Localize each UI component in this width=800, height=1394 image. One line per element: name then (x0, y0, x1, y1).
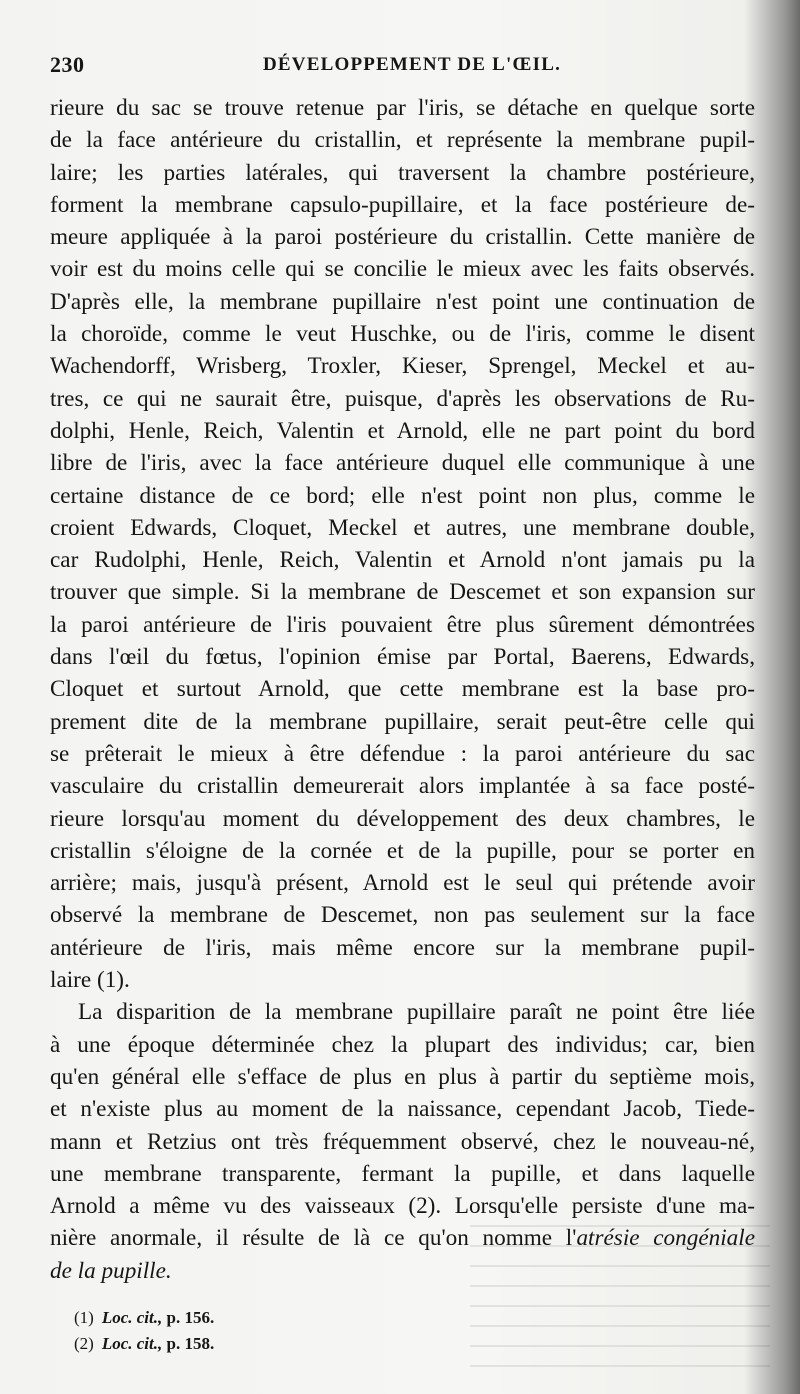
footnote-reference: Loc. cit., (101, 1308, 163, 1327)
italic-term: de la pupille. (50, 1257, 172, 1284)
text-line: mann et Retzius ont très fréquemment observé, chez le nouveau-né, (50, 1128, 755, 1155)
text-line: de la face antérieure du cristallin, et représente la membrane pupil- (50, 127, 755, 154)
text-line: prement dite de la membrane pupillaire, serait peut-être celle qui (50, 708, 755, 735)
text-line: Wachendorff, Wrisberg, Troxler, Kieser, Sprengel, Meckel et au- (50, 353, 755, 380)
text-line: qu'en général elle s'efface de plus en plus à partir du septième mois, (50, 1063, 755, 1090)
paragraph-1 (50, 92, 755, 996)
italic-term: atrésie congéniale (576, 1225, 755, 1252)
page-header (50, 52, 770, 86)
text-line: la choroïde, comme le veut Huschke, ou de l'iris, comme le disent (50, 321, 755, 348)
footnote-reference: Loc. cit., (101, 1334, 163, 1353)
text-line: observé la membrane de Descemet, non pas seulement sur la face (50, 902, 755, 929)
text-line: antérieure de l'iris, mais même encore sur la membrane pupil- (50, 934, 755, 961)
text-line: laire; les parties latérales, qui traversent la chambre postérieure, (50, 159, 755, 186)
page-number: 230 (50, 52, 85, 77)
text-line: dans l'œil du fœtus, l'opinion émise par Portal, Baerens, Edwards, (50, 644, 755, 671)
text-line: se prêterait le mieux à être défendue : la paroi antérieure du sac (50, 740, 755, 767)
text-line: à une époque déterminée chez la plupart des individus; car, bien (50, 1031, 755, 1058)
text-line: cristallin s'éloigne de la cornée et de la pupille, pour se porter en (50, 837, 755, 864)
text-line: forment la membrane capsulo-pupillaire, et la face postérieure de- (50, 191, 755, 218)
text-line: D'après elle, la membrane pupillaire n'est point une continuation de (50, 288, 755, 315)
text-line: libre de l'iris, avec la face antérieure duquel elle communique à une (50, 450, 755, 477)
footnote-1 (74, 1305, 214, 1331)
text-line: laire (1). (50, 967, 130, 994)
bleed-through-shadow (470, 1225, 770, 1375)
footnote-page: p. 156. (166, 1308, 215, 1327)
running-title: DÉVELOPPEMENT DE L'ŒIL. (263, 54, 562, 75)
text-line: arrière; mais, jusqu'à présent, Arnold est le seul qui prétende avoir (50, 870, 755, 897)
text-line: vasculaire du cristallin demeurerait alors implantée à sa face posté- (50, 773, 755, 800)
text-line: meure appliquée à la paroi postérieure du cristallin. Cette manière de (50, 224, 755, 251)
text-line: rieure du sac se trouve retenue par l'iris, se détache en quelque sorte (50, 95, 755, 121)
text-line: la paroi antérieure de l'iris pouvaient être plus sûrement démontrées (50, 611, 755, 638)
text-line: une membrane transparente, fermant la pupille, et dans laquelle (50, 1160, 755, 1187)
text-line: croient Edwards, Cloquet, Meckel et autres, une membrane double, (50, 514, 755, 541)
text-line: tres, ce qui ne saurait être, puisque, d'après les observations de Ru- (50, 385, 755, 412)
text-line: voir est du moins celle qui se concilie le mieux avec les faits observés. (50, 256, 755, 283)
text-segment: nière anormale, il résulte de là ce qu'on nomme l' (50, 1225, 577, 1252)
text-line: trouver que simple. Si la membrane de Descemet et son expansion sur (50, 579, 755, 606)
footnote-marker: (2) (74, 1334, 94, 1353)
text-line: et n'existe plus au moment de la naissance, cependant Jacob, Tiede- (50, 1096, 755, 1123)
footnote-2 (74, 1331, 214, 1357)
footnotes (74, 1305, 214, 1357)
text-line: certaine distance de ce bord; elle n'est point non plus, comme le (50, 482, 755, 509)
text-line: rieure lorsqu'au moment du développement des deux chambres, le (50, 805, 755, 832)
text-line: La disparition de la membrane pupillaire paraît ne point être liée (78, 999, 755, 1026)
text-line: car Rudolphi, Henle, Reich, Valentin et Arnold n'ont jamais pu la (50, 547, 755, 574)
text-line: dolphi, Henle, Reich, Valentin et Arnold, elle ne part point du bord (50, 417, 755, 444)
footnote-page: p. 158. (166, 1334, 215, 1353)
text-line: Cloquet et surtout Arnold, que cette membrane est la base pro- (50, 676, 755, 703)
text-line: Arnold a même vu des vaisseaux (2). Lorsqu'elle persiste d'une ma- (50, 1193, 755, 1220)
body-text (50, 92, 755, 1287)
footnote-marker: (1) (74, 1308, 94, 1327)
